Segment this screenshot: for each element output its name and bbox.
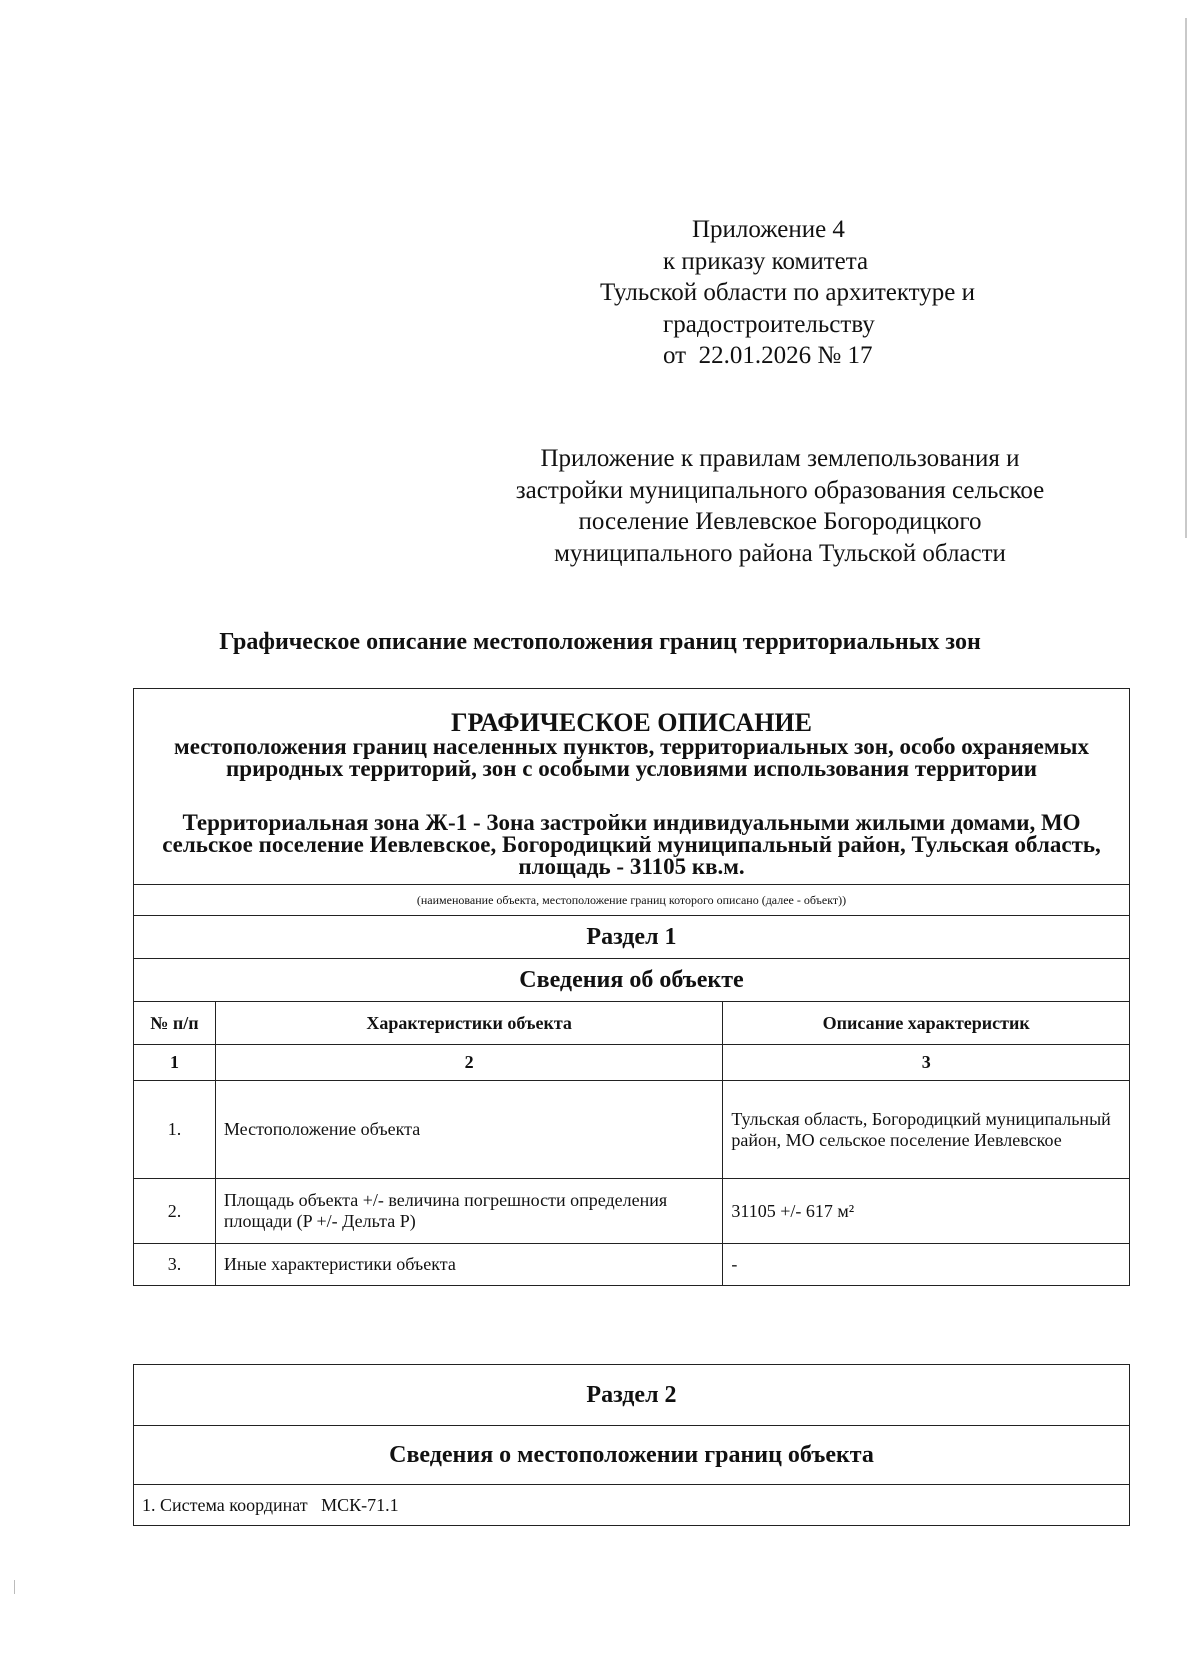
column-header-row [134,1002,1130,1045]
object-info-table [133,688,1130,1286]
description-title: ГРАФИЧЕСКОЕ ОПИСАНИЕ [451,708,812,737]
row-description: Тульская область, Богородицкий муниципальный район, МО сельское поселение Иевлевское [723,1081,1130,1179]
zone-description: Территориальная зона Ж-1 - Зона застройки индивидуальными жилыми домами, МО сельское поселение Иевлевское, Богородицкий муниципальный район, Тульская область, площадь - 31105 кв.м. [162,810,1101,879]
annex-line-1: Приложение 4 [692,216,845,243]
coordinate-system-cell [134,1485,1130,1526]
annex-line-3: Тульской области по архитектуре и [600,279,975,306]
main-heading: Графическое описание местоположения границ территориальных зон [219,629,981,655]
coordinate-system-label: 1. Система координат [142,1494,308,1515]
description-header-row [134,689,1130,885]
annex-header [600,214,1040,372]
section2-subtitle: Сведения о местоположении границ объекта [134,1426,1130,1485]
annex-line-4: градостроительству [663,310,875,338]
rules-annex-header [470,443,1090,569]
rules-line-1: Приложение к правилам землепользования и [540,445,1020,472]
column-header-description: Описание характеристик [723,1002,1130,1045]
coordinate-system-value: МСК-71.1 [321,1494,399,1515]
rules-line-3: поселение Иевлевское Богородицкого [578,508,982,535]
scan-margin-mark [14,1580,23,1594]
row-number: 3. [134,1244,216,1286]
table-row [134,1081,1130,1179]
boundary-info-table [133,1364,1130,1526]
annex-line-2: к приказу комитета [663,247,869,275]
row-characteristic: Местоположение объекта [215,1081,722,1179]
scan-edge-line [1185,18,1187,538]
table-row [134,1244,1130,1286]
row-characteristic: Площадь объекта +/- величина погрешности определения площади (P +/- Дельта P) [215,1179,722,1244]
column-number-3: 3 [723,1045,1130,1081]
section1-title: Раздел 1 [134,916,1130,959]
rules-line-2: застройки муниципального образования сельское [515,476,1045,504]
column-number-1: 1 [134,1045,216,1081]
row-description: - [723,1244,1130,1286]
column-header-characteristics: Характеристики объекта [215,1002,722,1045]
row-number: 1. [134,1081,216,1179]
description-header-cell [134,689,1130,885]
column-number-row [134,1045,1130,1081]
table-row [134,1179,1130,1244]
column-header-number: № п/п [134,1002,216,1045]
column-number-2: 2 [215,1045,722,1081]
description-subtitle: местоположения границ населенных пунктов, территориальных зон, особо охраняемых природных территорий, зон с особыми условиями использования территории [174,734,1089,781]
row-description: 31105 +/- 617 м² [723,1179,1130,1244]
object-caption: (наименование объекта, местоположение границ которого описано (далее - объект)) [134,885,1130,916]
row-characteristic: Иные характеристики объекта [215,1244,722,1286]
row-number: 2. [134,1179,216,1244]
section1-subtitle: Сведения об объекте [134,959,1130,1002]
annex-line-5: от 22.01.2026 № 17 [663,342,873,369]
rules-line-4: муниципального района Тульской области [554,539,1006,567]
section2-title: Раздел 2 [134,1365,1130,1426]
